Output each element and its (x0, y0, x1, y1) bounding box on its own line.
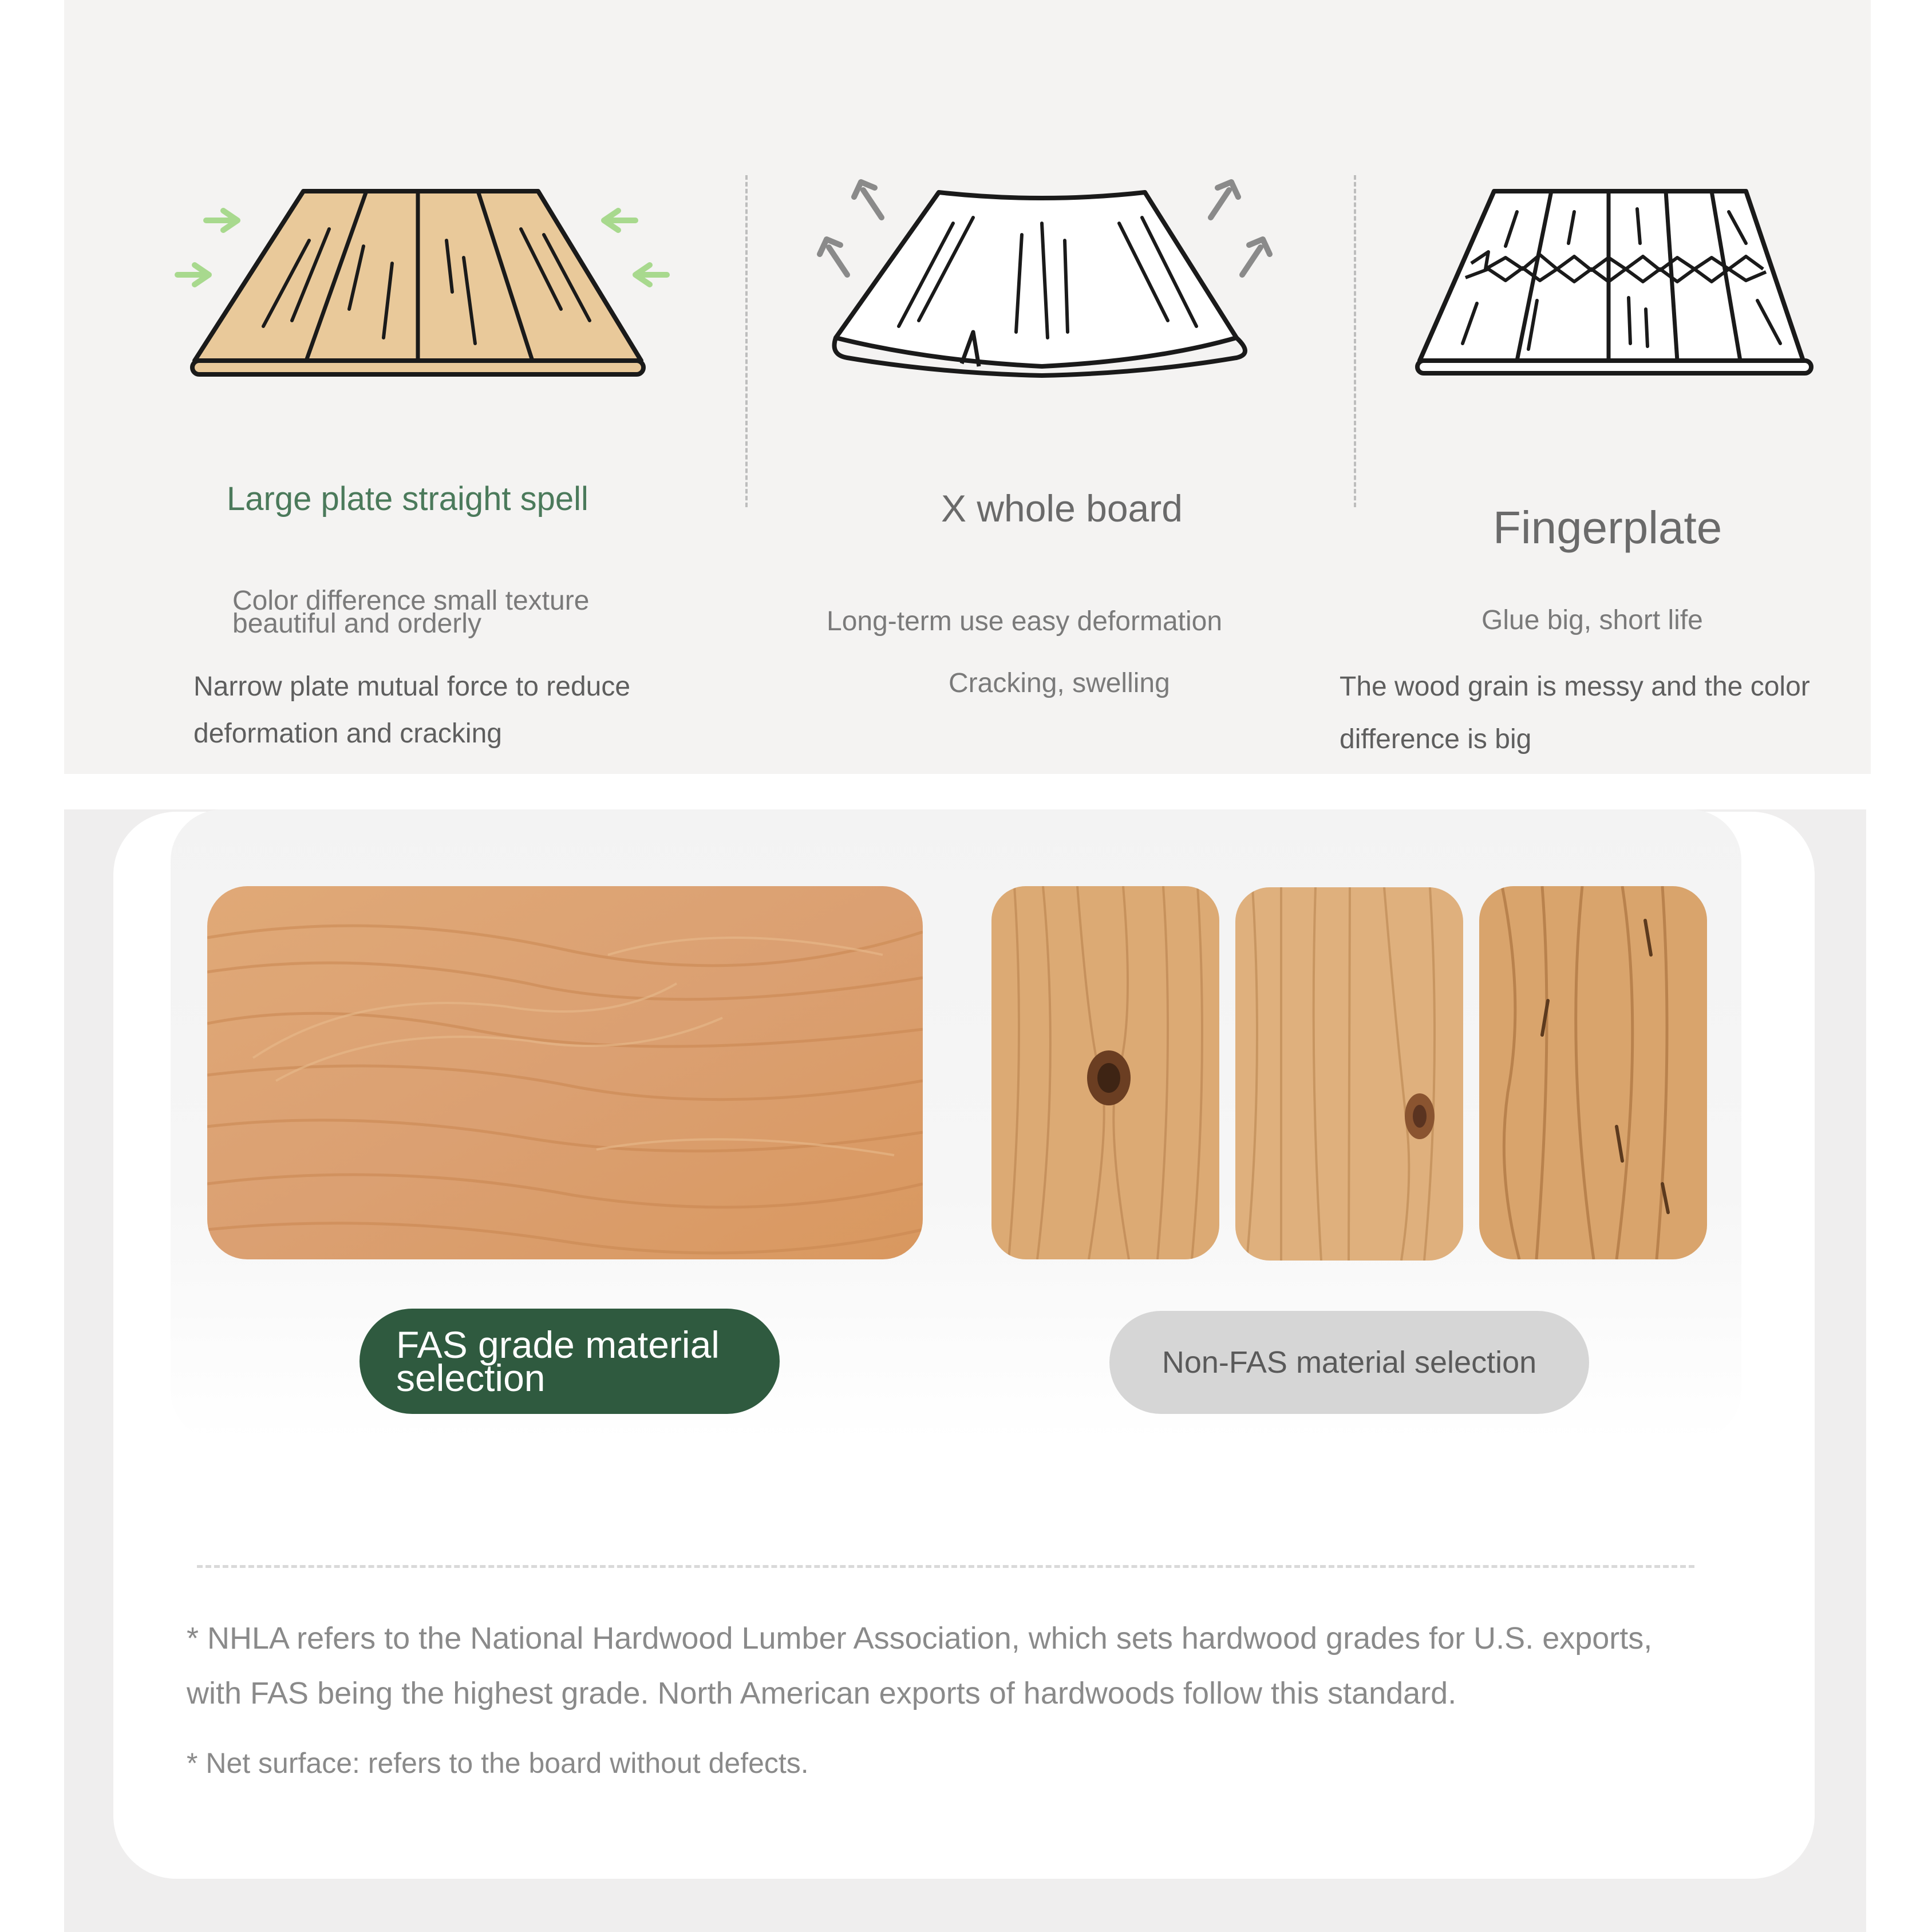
pressure-arrow-icon (203, 206, 249, 235)
column-divider (1354, 175, 1356, 507)
pressure-arrow-icon (624, 260, 670, 289)
column-text: Color difference small texture (232, 586, 590, 616)
fas-wood-sample (207, 886, 923, 1259)
notes-divider (197, 1565, 1694, 1568)
warp-arrow-icon (1231, 235, 1277, 280)
nhla-note: with FAS being the highest grade. North American exports of hardwoods follow this standard. (187, 1676, 1457, 1710)
nhla-note: * NHLA refers to the National Hardwood Lumber Association, which sets hardwood grades for U.S. exports, (187, 1621, 1653, 1656)
column-text: Long-term use easy deformation (827, 606, 1223, 637)
pressure-arrow-icon (175, 260, 220, 289)
pressure-arrow-icon (592, 206, 638, 235)
column-text: Glue big, short life (1481, 605, 1703, 635)
column-text: Cracking, swelling (949, 668, 1170, 698)
column-text: Narrow plate mutual force to reduce (193, 671, 631, 702)
net-surface-note: * Net surface: refers to the board without defects. (187, 1747, 809, 1779)
nonfas-wood-sample (991, 886, 1219, 1259)
warp-arrow-icon (847, 177, 893, 223)
nonfas-wood-sample (1479, 886, 1707, 1259)
warp-arrow-icon (813, 235, 859, 280)
column-text: deformation and cracking (193, 718, 502, 749)
column-text: difference is big (1340, 724, 1532, 754)
column-title-whole-board: X whole board (941, 487, 1183, 530)
nonfas-label-badge (1109, 1311, 1589, 1414)
nonfas-label-text: Non-FAS material selection (1161, 1345, 1537, 1380)
fas-label-text: FAS grade material (396, 1323, 720, 1366)
fingerplate-illustration (1408, 177, 1820, 384)
column-text: The wood grain is messy and the color (1340, 671, 1810, 702)
fas-label-badge (359, 1309, 780, 1414)
warp-arrow-icon (1199, 177, 1245, 223)
column-title-fingerplate: Fingerplate (1493, 502, 1722, 553)
nonfas-wood-sample (1235, 887, 1463, 1261)
column-divider (745, 175, 748, 507)
column-title-large-plate: Large plate straight spell (227, 480, 588, 517)
column-text: beautiful and orderly (232, 609, 481, 639)
fas-label-text: selection (396, 1357, 546, 1399)
